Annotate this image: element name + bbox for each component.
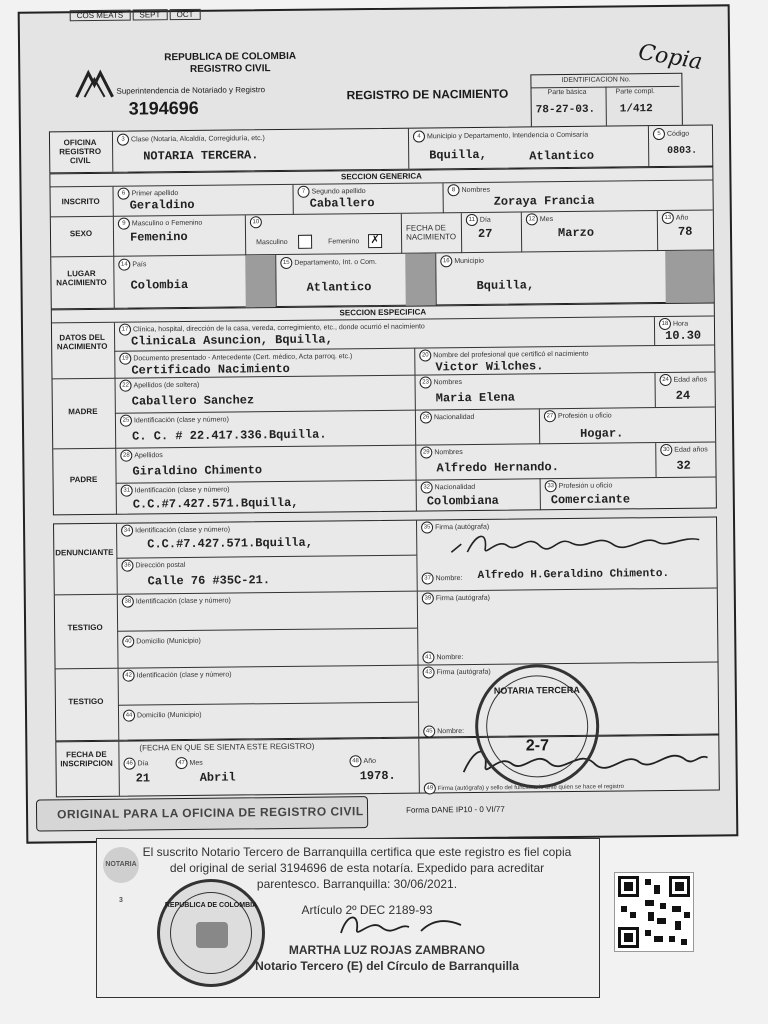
denunciante-id: C.C.#7.427.571.Bquilla, <box>147 535 313 552</box>
padre-apellidos: Giraldino Chimento <box>132 463 263 479</box>
funcionario-firma-label: Firma (autógrafa) y sello del funcionario ante quien se hace el registro <box>437 784 624 792</box>
nombres-label: Nombres <box>461 186 491 194</box>
madre-edad-label: Edad años <box>673 376 708 384</box>
inscripcion-section: FECHA DE INSCRIPCION (FECHA EN QUE SE SIENTA ESTE REGISTRO) 46 Día 21 47 Mes Abril 48 Año 1978. 49 Firma (autógrafa) y sello del funcionario ante quien se hace el registro <box>55 734 720 797</box>
hora-label: Hora <box>672 320 689 328</box>
forma-dane: Forma DANE IP10 - 0 VI/77 <box>405 804 505 815</box>
fecha-nacimiento-label: FECHA DE NACIMIENTO <box>405 223 457 242</box>
parte-compl: 1/412 <box>619 103 653 116</box>
inscripcion-mes: Abril <box>199 770 236 785</box>
parte-basica-label: Parte básica <box>547 88 587 97</box>
madre-nombres: Maria Elena <box>435 390 516 406</box>
superintendencia-label: Superintendencia de Notariado y Registro <box>116 85 266 96</box>
nombre-label: Nombre: <box>435 574 463 583</box>
articulo-text: Artículo 2º DEC 2189-93 <box>301 903 433 917</box>
oficina-side-label: OFICINA REGISTRO CIVIL <box>59 137 102 166</box>
madre-id-label: Identificación (clase y número) <box>133 416 229 425</box>
testigo1-nombre-label: Nombre: <box>436 653 464 662</box>
denunciante-nombre: Alfredo H.Geraldino Chimento. <box>477 567 670 582</box>
notary-name: MARTHA LUZ ROJAS ZAMBRANO <box>288 943 486 957</box>
clase-value: NOTARIA TERCERA. <box>143 148 259 164</box>
municipio-nac-label: Municipio <box>454 257 484 266</box>
registry-logo-icon <box>74 69 114 99</box>
inscripcion-side-label: FECHA DE INSCRIPCION <box>60 749 113 769</box>
codigo-value: 0803. <box>667 145 698 157</box>
inscripcion-dia-label: Día <box>137 760 149 768</box>
top-tab: OCT <box>170 9 201 20</box>
padre-side-label: PADRE <box>69 474 98 485</box>
segundo-apellido-label: Segundo apellido <box>311 187 366 196</box>
testigo1-domicilio-label: Domicilio (Municipio) <box>136 637 201 646</box>
clinica-value: ClinicaLa Asuncion, Bquilla, <box>131 332 333 349</box>
dia-label: Día <box>479 216 491 224</box>
stamp-text: NOTARIA TERCERA <box>493 684 580 696</box>
pais-label: País <box>132 261 147 269</box>
depto-value: Atlantico <box>306 280 372 295</box>
parte-basica: 78-27-03. <box>535 103 596 117</box>
testigo2-domicilio-label: Domicilio (Municipio) <box>137 711 202 720</box>
direccion-label: Dirección postal <box>135 561 186 570</box>
denunciante-side-label: DENUNCIANTE <box>55 547 114 558</box>
oficina-municipio: Bquilla, <box>429 147 487 163</box>
madre-edad: 24 <box>675 388 691 403</box>
madre-apellidos-label: Apellidos (de soltera) <box>133 381 200 390</box>
oficina-section: OFICINA REGISTRO CIVIL 3 Clase (Notaría, Alcaldía, Corregiduría, etc.) NOTARIA TERCERA. 4 Municipio y Departamento, Intendencia o Comisaría Bquilla, Atlantico 5 Código 0803. <box>49 124 713 173</box>
padre-prof: Comerciante <box>550 492 631 508</box>
registry-name: REGISTRO CIVIL <box>189 63 271 75</box>
ano-label: Año <box>675 214 689 222</box>
denunciante-id-label: Identificación (clase y número) <box>135 526 231 535</box>
notaria-stamp <box>475 664 600 789</box>
segundo-apellido: Caballero <box>309 196 375 211</box>
inscripcion-ano: 1978. <box>359 768 396 784</box>
stamp-date: 2-7 <box>525 737 550 755</box>
dia-nacimiento: 27 <box>477 226 493 241</box>
top-tab: COS MEATS <box>70 10 131 22</box>
seccion-especifica-title: SECCION ESPECIFICA <box>339 307 427 318</box>
top-tab: SEPT <box>132 9 167 20</box>
ident-label: IDENTIFICACION No. <box>561 76 631 85</box>
madre-side-label: MADRE <box>68 406 98 417</box>
birth-register-form <box>18 4 739 843</box>
madre-prof: Hogar. <box>580 426 624 441</box>
direccion-value: Calle 76 #35C-21. <box>147 573 271 589</box>
padre-nombres-label: Nombres <box>434 448 463 457</box>
testigo1-firma-label: Firma (autógrafa) <box>435 594 490 603</box>
testigo2-side-label: TESTIGO <box>68 696 104 707</box>
padre-nombres: Alfredo Hernando. <box>436 460 559 476</box>
pais-value: Colombia <box>130 277 189 293</box>
padre-edad: 32 <box>676 458 691 473</box>
oficina-departamento: Atlantico <box>529 148 595 164</box>
top-tabs <box>70 10 201 20</box>
inscripcion-ano-label: Año <box>363 757 377 766</box>
testigo1-id-label: Identificación (clase y número) <box>135 597 231 606</box>
madre-apellidos: Caballero Sanchez <box>131 393 255 409</box>
hora-value: 10.30 <box>665 328 702 343</box>
testigo2-id-label: Identificación (clase y número) <box>136 671 232 680</box>
testigo1-side-label: TESTIGO <box>67 622 103 633</box>
sexo-side-label: SEXO <box>69 228 93 239</box>
depto-label: Departamento, Int. o Com. <box>294 258 377 267</box>
ano-nacimiento: 78 <box>677 224 693 239</box>
lugar-side-label: LUGAR NACIMIENTO <box>56 268 107 288</box>
original-banner <box>36 796 368 831</box>
seal-text: REPUBLICA DE COLOMBIA <box>164 902 258 909</box>
denunciante-testigos-section: DENUNCIANTE 34 Identificación (clase y número) C.C.#7.427.571.Bquilla, 36 Dirección postal Calle 76 #35C-21. 35 Firma (autógrafa) 37 Nombre: Alfredo H.Geraldino Chimento. TESTIGO 38 Identificación (clase y número) 40 Domicilio (Municipio) 39 Firma (autógrafa) 41 Nombre: TESTIGO 42 Identificación (clase y número) 44 Domicilio (Municipio) 43 Firma (autógrafa) 45 Nombre: <box>53 516 719 741</box>
inscripcion-title: (FECHA EN QUE SE SIENTA ESTE REGISTRO) <box>139 741 315 753</box>
original-banner-text: ORIGINAL PARA LA OFICINA DE REGISTRO CIVIL <box>56 804 364 822</box>
masculino-label: Masculino <box>256 238 288 247</box>
inscripcion-dia: 21 <box>135 771 151 786</box>
codigo-label: Código <box>666 130 690 138</box>
cert-line-3: parentesco. Barranquilla: 30/06/2021. <box>256 877 458 891</box>
padre-prof-label: Profesión u oficio <box>558 482 613 490</box>
mes-label: Mes <box>539 215 554 224</box>
masculino-checkbox <box>298 235 312 249</box>
padre-id: C.C.#7.427.571.Bquilla, <box>132 495 299 512</box>
qr-code-icon <box>614 872 694 952</box>
datos-side-label: DATOS DEL NACIMIENTO <box>56 332 108 352</box>
documento-label: Documento presentado - Antecedente (Cert. médico, Acta parroq. etc.) <box>133 353 353 363</box>
primer-apellido-label: Primer apellido <box>131 189 179 198</box>
padre-edad-label: Edad años <box>674 446 708 454</box>
form-title: REGISTRO DE NACIMIENTO <box>346 86 509 103</box>
cert-line-2: del original de serial 3194696 de esta notaría. Expedido para acreditar <box>169 861 545 875</box>
padre-nac: Colombiana <box>426 493 499 509</box>
notary-title: Notario Tercero (E) del Círculo de Barranquilla <box>255 959 519 973</box>
profesional-label: Nombre del profesional que certificó el nacimiento <box>433 350 589 360</box>
padre-id-label: Identificación (clase y número) <box>134 486 230 495</box>
primer-apellido: Geraldino <box>129 197 195 213</box>
certification-block <box>96 838 600 998</box>
inscrito-side-label: INSCRITO <box>61 196 100 207</box>
madre-prof-label: Profesión u oficio <box>557 412 612 420</box>
seccion-especifica: SECCION ESPECIFICA DATOS DEL NACIMIENTO 17 Clínica, hospital, dirección de la casa, vereda, corregimiento, etc., donde ocurrió el nacimiento ClinicaLa Asuncion, Bquilla, 18 Hora 10.30 19 Documento presentado - Antecedente (Cert. médico, Acta parroq. etc.) Certificado Nacimiento 20 Nombre del profesional que certificó el nacimiento Victor Wilches. MADRE 22 Apellidos (de soltera) Caballero Sanchez 23 Nombres Maria Elena 24 Edad años 24 25 Identificación (clase y número) C. C. # 22.417.336.Bquilla. 26 Nacionalidad 27 Profesión u oficio Hogar. PADRE 28 Apellidos Giraldino Chimento 29 Nombres Alfredo Hernando. 30 Edad años 32 31 Identificación (clase y número) C.C.#7.427.571.Bquilla, 32 Nacionalidad Colombiana 33 Profesión u oficio Comerciante <box>51 302 717 515</box>
sexo-label: Masculino o Femenino <box>131 219 203 228</box>
padre-apellidos-label: Apellidos <box>134 452 163 460</box>
seccion-generica: SECCION GENERICA INSCRITO 6 Primer apellido Geraldino 7 Segundo apellido Caballero 8 Nombres Zoraya Francia SEXO 9 Masculino o Femenino Femenino 10 Masculino Femenino ✗ FECHA DE NACIMIENTO 11 Día 27 12 Mes Marzo 13 Año 78 LUGAR NACIMIENTO 14 País Colombia 15 Departamento, Int. o Com. Atlantico 16 Municipio Bquilla, <box>49 166 714 309</box>
testigo2-firma-label: Firma (autógrafa) <box>436 668 491 677</box>
sexo-value: Femenino <box>129 229 188 245</box>
inscripcion-mes-label: Mes <box>189 759 203 767</box>
clase-label: Clase (Notaría, Alcaldía, Corregiduría, etc.) <box>130 135 265 144</box>
seccion-generica-title: SECCION GENERICA <box>340 171 422 182</box>
madre-nac-label: Nacionalidad <box>433 413 475 422</box>
padre-nac-label: Nacionalidad <box>434 483 476 492</box>
notaria-badge: NOTARIA 3 <box>103 847 139 883</box>
copia-handwritten-note: Copia <box>636 39 705 76</box>
femenino-label: Femenino <box>328 238 360 246</box>
municipio-label: Municipio y Departamento, Intendencia o Comisaría <box>426 131 589 141</box>
notary-signature-icon <box>337 909 477 941</box>
firma-label: Firma (autógrafa) <box>435 523 490 532</box>
madre-nombres-label: Nombres <box>433 378 463 387</box>
denunciante-signature-icon <box>447 526 707 563</box>
serial-number: 3194696 <box>128 97 199 119</box>
femenino-checkbox-checked: ✗ <box>368 234 382 248</box>
documento-value: Certificado Nacimiento <box>131 361 290 378</box>
clinica-label: Clínica, hospital, dirección de la casa, vereda, corregimiento, etc., donde ocurrió el nacimiento <box>132 323 425 334</box>
seal-emblem-icon <box>196 922 228 948</box>
municipio-nac-value: Bquilla, <box>476 278 535 293</box>
country-name: REPUBLICA DE COLOMBIA <box>164 50 297 64</box>
madre-id: C. C. # 22.417.336.Bquilla. <box>132 427 327 444</box>
notary-seal <box>157 879 265 987</box>
testigo2-nombre-label: Nombre: <box>437 727 465 736</box>
profesional-value: Victor Wilches. <box>435 359 544 375</box>
nombres-value: Zoraya Francia <box>493 193 595 209</box>
cert-line-1: El suscrito Notario Tercero de Barranquilla certifica que este registro es fiel copia <box>142 845 572 859</box>
parte-compl-label: Parte compl. <box>615 88 655 96</box>
mes-nacimiento: Marzo <box>557 225 595 241</box>
